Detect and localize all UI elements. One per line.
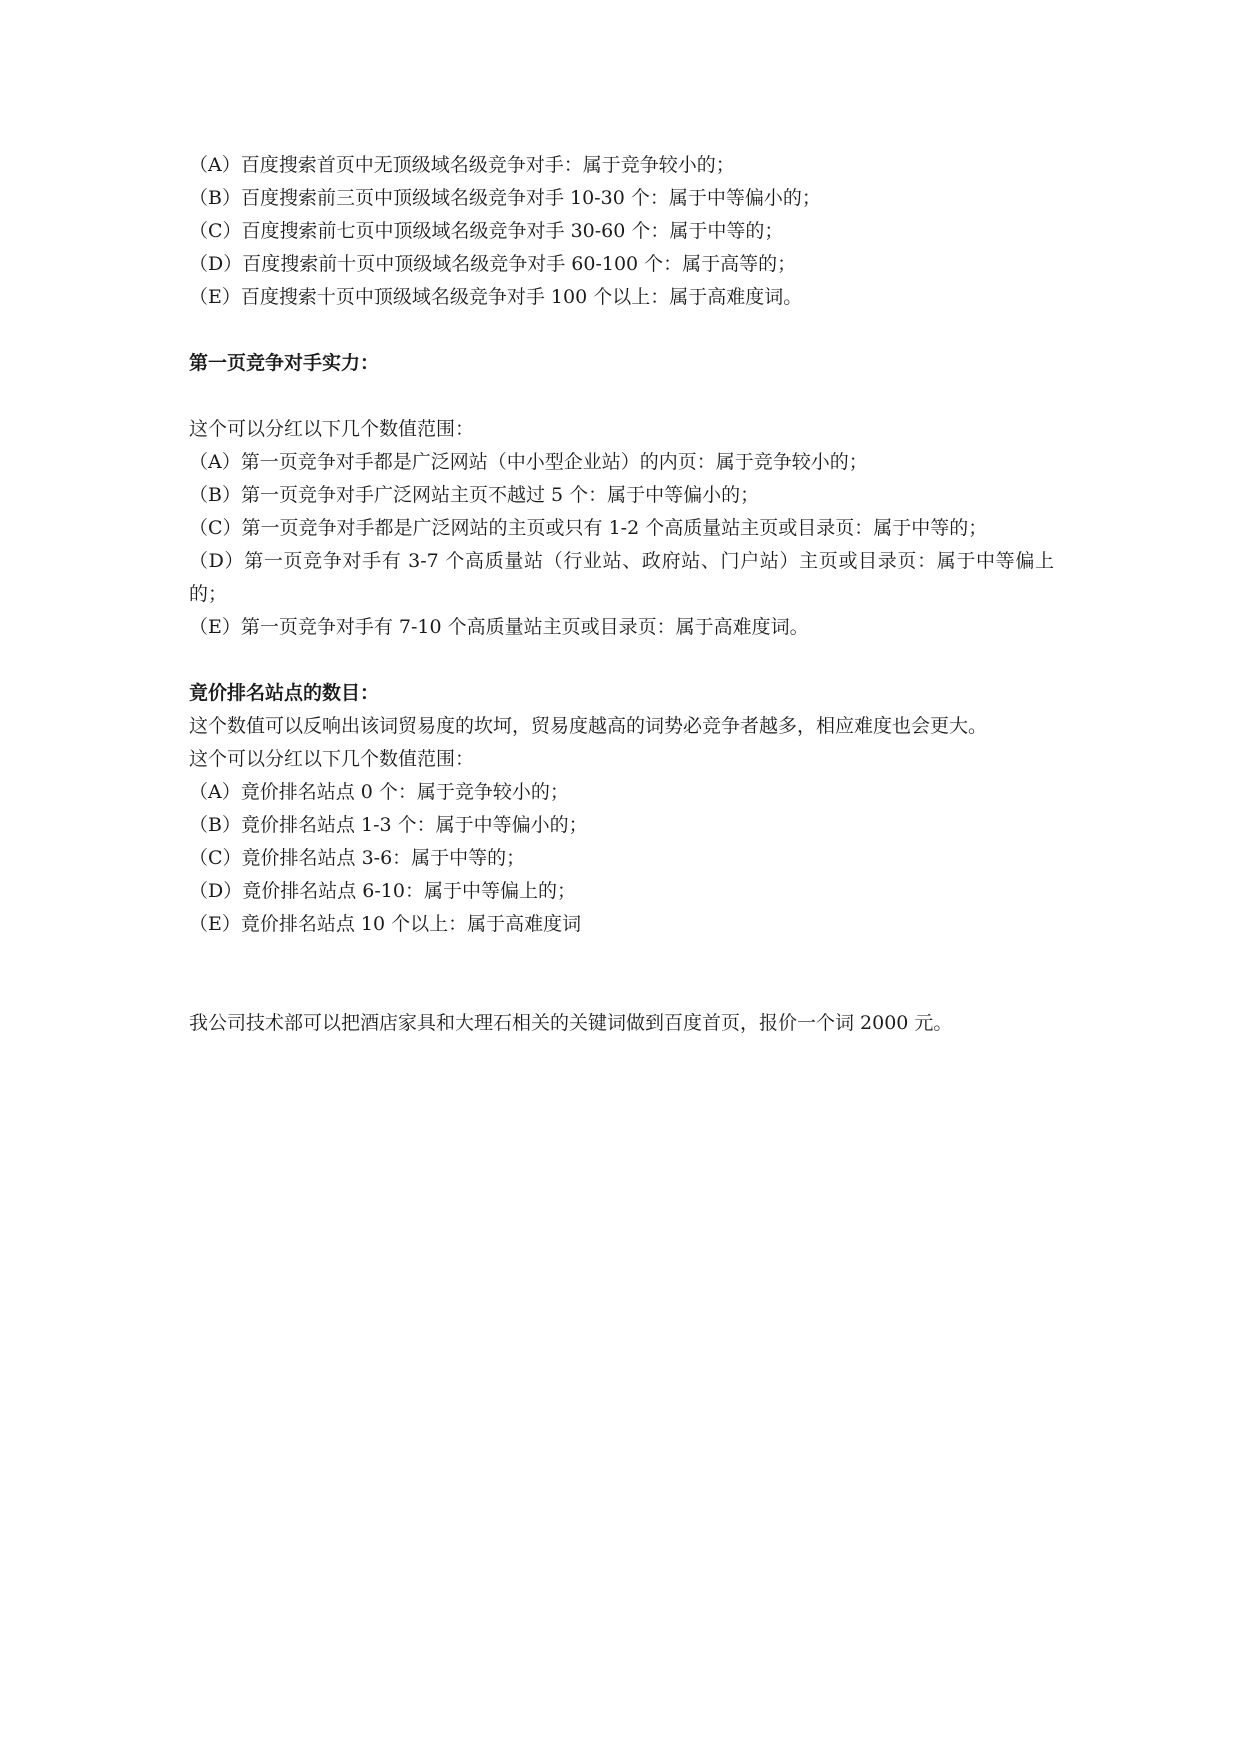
section-competitor-count bbox=[189, 149, 1054, 314]
list-item: （B）百度搜索前三页中顶级域名级竞争对手 10-30 个：属于中等偏小的； bbox=[189, 187, 821, 209]
list-item: （E）竟价排名站点 10 个以上：属于高难度词 bbox=[189, 913, 582, 935]
list-item: （C）第一页竞争对手都是广泛网站的主页或只有 1-2 个高质量站主页或目录页：属于中等的； bbox=[189, 517, 988, 539]
closing-statement: 我公司技术部可以把酒店家具和大理石相关的关键词做到百度首页，报价一个词 2000 元。 bbox=[189, 1012, 953, 1034]
list-item: （D）第一页竞争对手有 3-7 个高质量站（行业站、政府站、门户站）主页或目录页：属于中等偏上的； bbox=[189, 550, 1054, 605]
list-item: （B）竟价排名站点 1-3 个：属于中等偏小的； bbox=[189, 814, 588, 836]
list-item: （A）百度搜索首页中无顶级域名级竞争对手：属于竞争较小的； bbox=[189, 154, 735, 176]
section-heading: 第一页竞争对手实力： bbox=[189, 352, 380, 374]
section-description: 这个数值可以反响出该词贸易度的坎坷，贸易度越高的词势必竞争者越多，相应难度也会更大。 bbox=[189, 715, 988, 737]
list-item: （E）第一页竞争对手有 7-10 个高质量站主页或目录页：属于高难度词。 bbox=[189, 616, 809, 638]
list-item: （B）第一页竞争对手广泛网站主页不越过 5 个：属于中等偏小的； bbox=[189, 484, 760, 506]
list-item: （C）竟价排名站点 3-6：属于中等的； bbox=[189, 847, 526, 869]
list-item: （A）竟价排名站点 0 个：属于竞争较小的； bbox=[189, 781, 569, 803]
section-intro: 这个可以分红以下几个数值范围： bbox=[189, 418, 475, 440]
section-heading: 竟价排名站点的数目： bbox=[189, 682, 380, 704]
section-first-page-strength bbox=[189, 347, 1054, 644]
list-item: （C）百度搜索前七页中顶级域名级竞争对手 30-60 个：属于中等的； bbox=[189, 220, 784, 242]
list-item: （A）第一页竞争对手都是广泛网站（中小型企业站）的内页：属于竞争较小的； bbox=[189, 451, 868, 473]
section-intro: 这个可以分红以下几个数值范围： bbox=[189, 748, 475, 770]
section-bidding-sites bbox=[189, 677, 1054, 941]
document-page bbox=[189, 149, 1054, 1040]
list-item: （D）百度搜索前十页中顶级域名级竞争对手 60-100 个：属于高等的； bbox=[189, 253, 797, 275]
list-item: （E）百度搜索十页中顶级域名级竞争对手 100 个以上：属于高难度词。 bbox=[189, 286, 803, 308]
list-item: （D）竟价排名站点 6-10：属于中等偏上的； bbox=[189, 880, 576, 902]
